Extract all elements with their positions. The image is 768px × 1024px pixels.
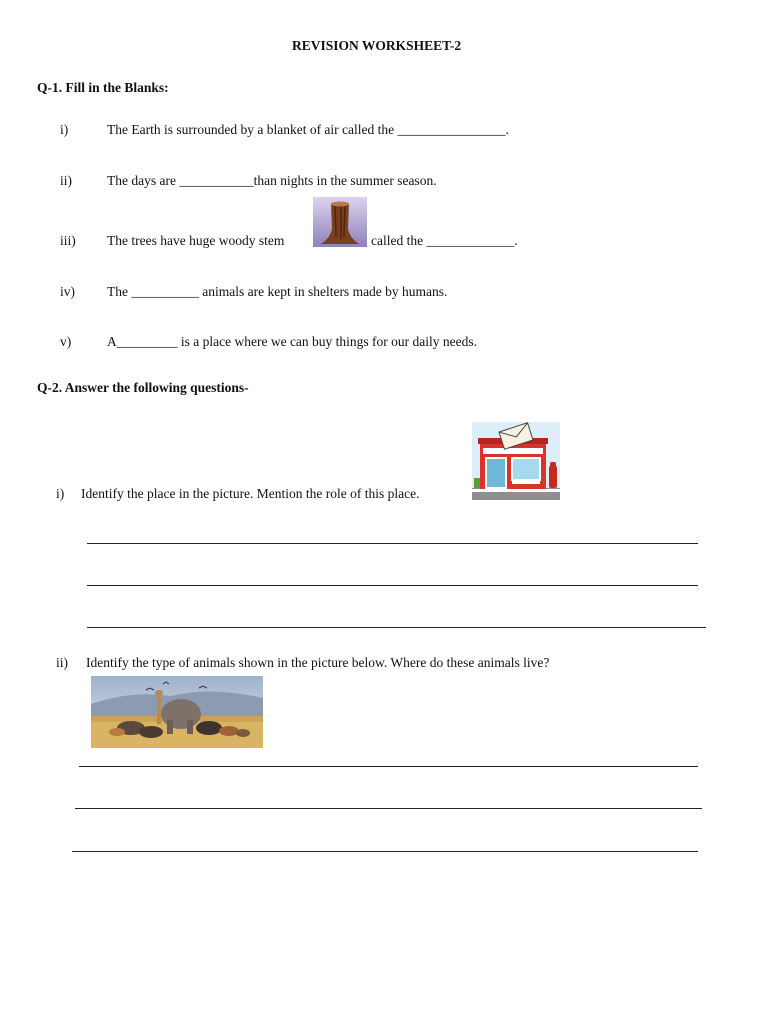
q2-item-1-number: i) [56,486,65,501]
answer-line[interactable] [72,851,698,852]
q1-item-3-text-before: The trees have huge woody stem [107,233,285,248]
q1-item-2-number: ii) [60,173,72,188]
post-office-picture [472,422,560,500]
q1-heading: Q-1. Fill in the Blanks: [37,80,169,95]
q1-item-2-text: The days are ___________than nights in the summer season. [107,173,437,188]
answer-line[interactable] [75,808,702,809]
q1-item-5-number: v) [60,334,72,349]
q1-item-1-number: i) [60,122,69,137]
q1-item-5-text: A_________ is a place where we can buy things for our daily needs. [107,334,478,349]
q2-item-2-text: Identify the type of animals shown in the picture below. Where do these animals live? [86,655,550,670]
q1-item-1-text: The Earth is surrounded by a blanket of air called the ________________. [107,122,509,137]
q2-heading: Q-2. Answer the following questions- [37,380,249,395]
wild-animals-picture [91,676,263,748]
answer-line[interactable] [87,543,698,544]
q1-item-4-number: iv) [60,284,75,299]
q1-item-3-number: iii) [60,233,76,248]
answer-line[interactable] [87,585,698,586]
q1-item-3-text-after: called the _____________. [371,233,518,248]
answer-line[interactable] [87,627,706,628]
tree-trunk-picture [313,197,367,247]
q2-item-1-text: Identify the place in the picture. Mention the role of this place. [81,486,420,501]
answer-line[interactable] [79,766,698,767]
q2-item-2-number: ii) [56,655,68,670]
worksheet-title: REVISION WORKSHEET-2 [292,38,462,53]
q1-item-4-text: The __________ animals are kept in shelters made by humans. [107,284,448,299]
